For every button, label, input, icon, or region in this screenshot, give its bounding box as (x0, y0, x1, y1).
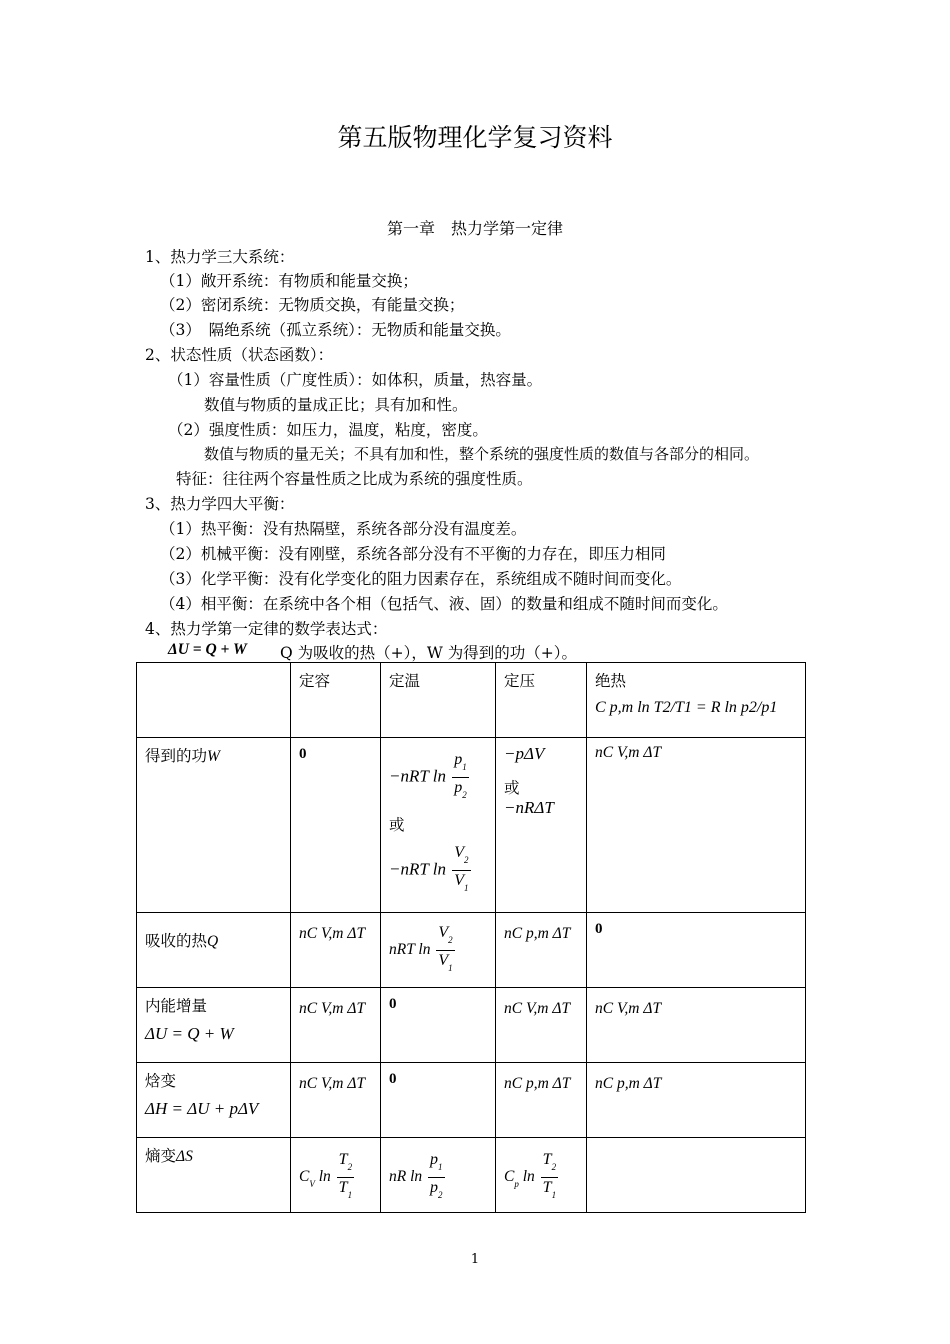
header-isobaric: 定压 (496, 663, 587, 738)
enthalpy-adiabatic: nC p,m ΔT (587, 1063, 806, 1138)
text-line: （2）强度性质：如压力，温度，粘度，密度。 (168, 421, 488, 439)
row-label-entropy: 熵变ΔS (137, 1138, 291, 1213)
text-line: （3） 隔绝系统（孤立系统）：无物质和能量交换。 (160, 321, 511, 339)
header-isochoric: 定容 (291, 663, 381, 738)
header-isothermal: 定温 (381, 663, 496, 738)
enthalpy-isobaric: nC p,m ΔT (496, 1063, 587, 1138)
text-line: （2）密闭系统：无物质交换，有能量交换； (160, 296, 465, 314)
heat-isothermal: nRT ln $\frac{V_2}{V_1}$ (381, 913, 496, 988)
text-line: 4、热力学第一定律的数学表达式： (145, 620, 388, 638)
entropy-isothermal: nR ln $\frac{p_1}{p_2}$ (381, 1138, 496, 1213)
adiabatic-relation: C p,m ln T2/T1 = R ln p2/p1 (595, 699, 778, 716)
text-line: （3）化学平衡：没有化学变化的阻力因素存在，系统组成不随时间而变化。 (160, 570, 682, 588)
work-isobaric: −pΔV 或 −nRΔT (496, 738, 587, 913)
text-line: 1、热力学三大系统： (145, 248, 295, 266)
entropy-adiabatic (587, 1138, 806, 1213)
text-line: （1）热平衡：没有热隔壁，系统各部分没有温度差。 (160, 520, 527, 538)
first-law-formula: ΔU = Q + W (168, 641, 247, 658)
enthalpy-isothermal: 0 (381, 1063, 496, 1138)
row-label-heat: 吸收的热Q (137, 913, 291, 988)
internal-adiabatic: nC V,m ΔT (587, 988, 806, 1063)
work-isochoric: 0 (291, 738, 381, 913)
heat-isochoric: nC V,m ΔT (291, 913, 381, 988)
heat-adiabatic: 0 (587, 913, 806, 988)
row-label-internal-energy: 内能增量 ΔU = Q + W (137, 988, 291, 1063)
text-line: 数值与物质的量无关；不具有加和性，整个系统的强度性质的数值与各部分的相同。 (204, 445, 760, 463)
header-adiabatic: 绝热 C p,m ln T2/T1 = R ln p2/p1 (587, 663, 806, 738)
text-line: 3、热力学四大平衡： (145, 495, 295, 513)
chapter-heading: 第一章 热力学第一定律 (386, 219, 563, 238)
heat-isobaric: nC p,m ΔT (496, 913, 587, 988)
work-adiabatic: nC V,m ΔT (587, 738, 806, 913)
internal-isobaric: nC V,m ΔT (496, 988, 587, 1063)
text-line: （1）容量性质（广度性质）：如体积，质量，热容量。 (168, 371, 543, 389)
page-title: 第五版物理化学复习资料 (337, 123, 613, 152)
row-label-enthalpy: 焓变 ΔH = ΔU + pΔV (137, 1063, 291, 1138)
text-line: 特征：往往两个容量性质之比成为系统的强度性质。 (176, 470, 533, 488)
internal-isochoric: nC V,m ΔT (291, 988, 381, 1063)
text-line: （4）相平衡：在系统中各个相（包括气、液、固）的数量和组成不随时间而变化。 (160, 595, 728, 613)
first-law-table (136, 662, 806, 1213)
formula-description: Q 为吸收的热（+），W 为得到的功（+）。 (280, 644, 577, 662)
internal-isothermal: 0 (381, 988, 496, 1063)
text-line: （2）机械平衡：没有刚壁，系统各部分没有不平衡的力存在，即压力相同 (160, 545, 666, 563)
entropy-isobaric: $C_p$ ln $\frac{T_2}{T_1}$ (496, 1138, 587, 1213)
text-line: （1）敞开系统：有物质和能量交换； (160, 272, 418, 290)
entropy-isochoric: $C_V$ ln $\frac{T_2}{T_1}$ (291, 1138, 381, 1213)
header-empty-cell (137, 663, 291, 738)
work-isothermal: −nRT ln $\frac{p_1}{p_2}$ 或 −nRT ln $\frac{V_2}{V_1}$ (381, 738, 496, 913)
enthalpy-isochoric: nC V,m ΔT (291, 1063, 381, 1138)
row-label-work: 得到的功W (137, 738, 291, 913)
page-number: 1 (470, 1252, 480, 1267)
text-line: 数值与物质的量成正比；具有加和性。 (204, 396, 468, 414)
text-line: 2、状态性质（状态函数）： (145, 346, 334, 364)
